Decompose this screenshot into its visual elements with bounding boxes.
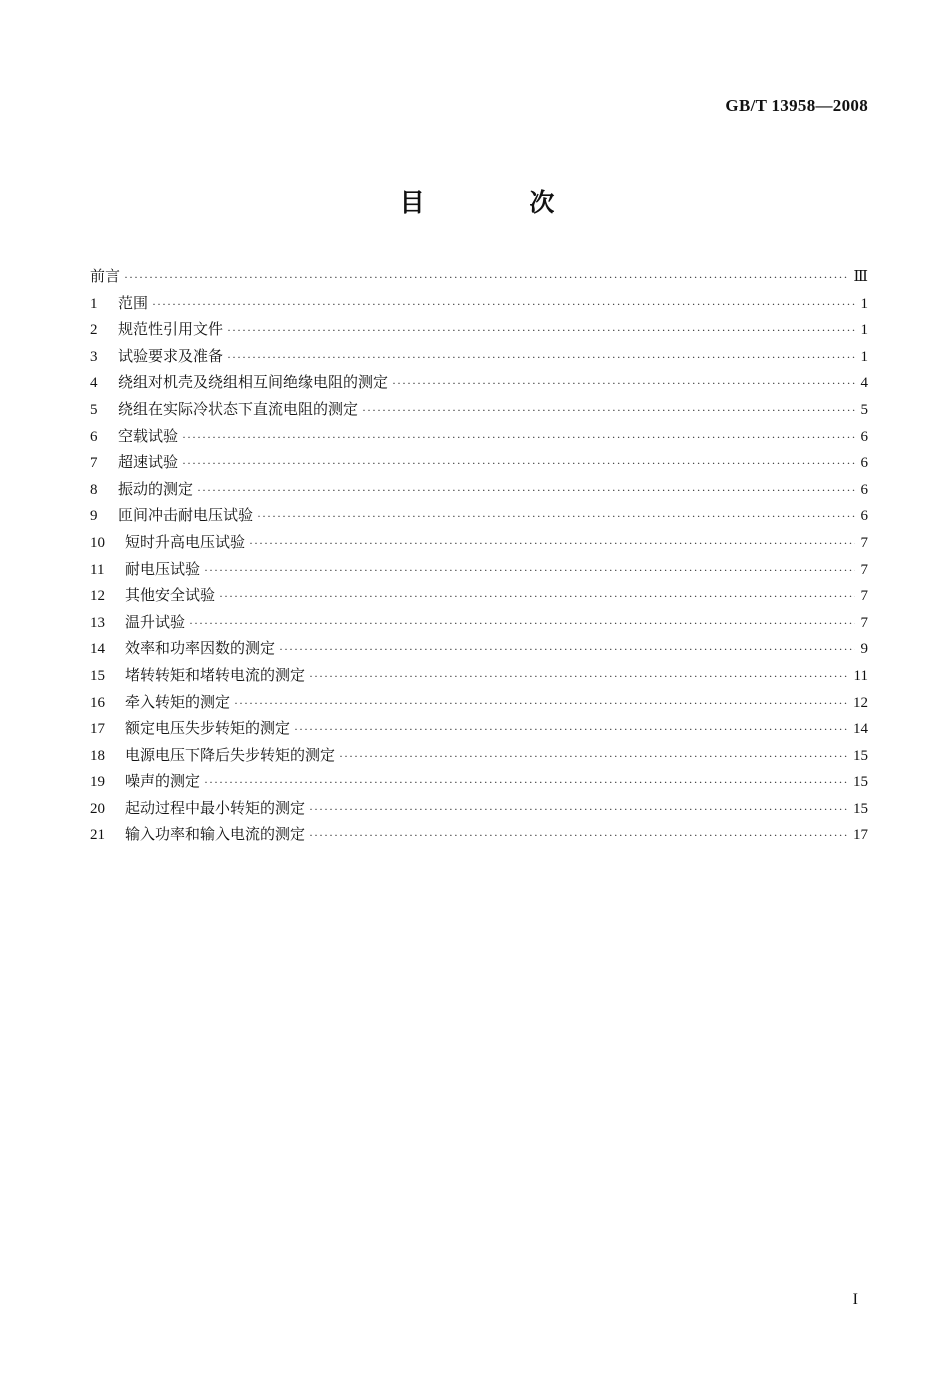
toc-entry-page: Ⅲ [853,269,868,285]
toc-leader-dots [234,690,847,717]
toc-entry-title: 振动的测定 [118,479,194,498]
toc-leader-dots [124,264,848,291]
toc-leader-dots [279,636,854,663]
toc-leader-dots [152,291,854,318]
toc-entry-number: 15 [90,667,105,684]
toc-leader-dots [204,769,847,796]
standard-code: GB/T 13958—2008 [725,96,868,115]
toc-entry-page: 11 [853,667,868,684]
toc-entry-6[interactable] [90,423,868,450]
toc-entry-number: 16 [90,694,105,711]
toc-entry-title: 效率和功率因数的测定 [125,639,276,658]
toc-entry-18[interactable] [90,742,868,769]
toc-leader-dots [227,344,854,371]
toc-entry-title: 起动过程中最小转矩的测定 [125,798,306,817]
toc-entry-title: 耐电压试验 [125,559,201,578]
toc-entry-page: 15 [853,747,868,764]
toc-entry-number: 21 [90,827,105,844]
toc-entry-19[interactable] [90,768,868,795]
toc-entry-title: 输入功率和输入电流的测定 [125,825,306,844]
toc-leader-dots [204,557,854,584]
toc-entry-page: 6 [860,508,868,525]
toc-entry-number: 11 [90,561,105,578]
toc-entry-2[interactable] [90,316,868,343]
toc-title: 目 次 [399,188,603,217]
toc-leader-dots [362,397,854,424]
toc-entry-number: 10 [90,534,105,551]
toc-entry-7[interactable] [90,449,868,476]
toc-entry-title: 堵转转矩和堵转电流的测定 [125,665,306,684]
toc-entry-number: 4 [90,375,98,392]
toc-entry-title: 额定电压失步转矩的测定 [125,719,291,738]
toc-entry-14[interactable] [90,635,868,662]
toc-entry-page: 15 [853,774,868,791]
toc-entry-page: 6 [860,455,868,472]
toc-leader-dots [182,450,854,477]
toc-entry-12[interactable] [90,582,868,609]
toc-entry-number: 2 [90,322,98,339]
toc-entry-title: 绕组对机壳及绕组相互间绝缘电阻的测定 [118,373,389,392]
page-number: I [852,1291,858,1308]
toc-leader-dots [249,530,854,557]
toc-entry-number: 13 [90,614,105,631]
toc-entry-title: 规范性引用文件 [118,320,224,339]
toc-leader-dots [189,610,854,637]
toc-entry-title: 温升试验 [125,612,186,631]
toc-entry-page: 7 [860,588,868,605]
toc-entry-title: 其他安全试验 [125,586,216,605]
toc-entry-title: 试验要求及准备 [118,346,224,365]
toc-entry-page: 6 [860,481,868,498]
toc-leader-dots [309,663,848,690]
toc-entry-number: 6 [90,428,98,445]
toc-entry-page: 6 [860,428,868,445]
toc-entry-foreword[interactable] [90,263,868,290]
toc-entry-13[interactable] [90,609,868,636]
toc-leader-dots [294,716,847,743]
toc-entry-number: 19 [90,774,105,791]
toc-entry-8[interactable] [90,476,868,503]
toc-entry-9[interactable] [90,502,868,529]
toc-entry-page: 1 [860,295,868,312]
table-of-contents [90,263,868,848]
toc-entry-21[interactable] [90,821,868,848]
toc-entry-title: 电源电压下降后失步转矩的测定 [125,745,336,764]
toc-entry-title: 牵入转矩的测定 [125,692,231,711]
toc-leader-dots [219,583,854,610]
toc-entry-title: 噪声的测定 [125,772,201,791]
toc-entry-number: 12 [90,588,105,605]
toc-entry-number: 1 [90,295,98,312]
toc-entry-page: 5 [860,401,868,418]
toc-entry-4[interactable] [90,369,868,396]
toc-entry-page: 4 [860,375,868,392]
toc-entry-number: 14 [90,641,105,658]
toc-entry-page: 9 [860,641,868,658]
toc-entry-3[interactable] [90,343,868,370]
toc-leader-dots [392,370,854,397]
toc-entry-number: 3 [90,348,98,365]
toc-leader-dots [309,822,847,849]
toc-entry-title: 范围 [118,293,149,312]
toc-entry-page: 14 [853,721,868,738]
toc-entry-number: 8 [90,481,98,498]
toc-entry-title: 短时升高电压试验 [125,532,246,551]
toc-entry-page: 12 [853,694,868,711]
toc-entry-page: 1 [860,348,868,365]
toc-entry-page: 17 [853,827,868,844]
toc-leader-dots [197,477,854,504]
toc-entry-17[interactable] [90,715,868,742]
toc-leader-dots [339,743,847,770]
toc-entry-title: 匝间冲击耐电压试验 [118,506,254,525]
toc-entry-1[interactable] [90,290,868,317]
toc-entry-20[interactable] [90,795,868,822]
toc-entry-number: 17 [90,721,105,738]
toc-leader-dots [227,317,854,344]
toc-leader-dots [309,796,847,823]
toc-entry-page: 7 [860,614,868,631]
toc-entry-11[interactable] [90,556,868,583]
toc-entry-page: 15 [853,800,868,817]
toc-entry-number: 5 [90,401,98,418]
toc-entry-number: 18 [90,747,105,764]
toc-entry-page: 1 [860,322,868,339]
toc-entry-number: 20 [90,800,105,817]
toc-entry-5[interactable] [90,396,868,423]
toc-entry-title: 空载试验 [118,426,179,445]
toc-entry-10[interactable] [90,529,868,556]
toc-entry-title: 前言 [90,267,121,285]
toc-entry-15[interactable] [90,662,868,689]
toc-entry-title: 绕组在实际冷状态下直流电阻的测定 [118,399,359,418]
toc-entry-number: 7 [90,455,98,472]
toc-leader-dots [257,503,854,530]
toc-entry-number: 9 [90,508,98,525]
toc-leader-dots [182,424,854,451]
toc-entry-16[interactable] [90,689,868,716]
toc-entry-title: 超速试验 [118,453,179,472]
toc-entry-page: 7 [860,534,868,551]
toc-entry-page: 7 [860,561,868,578]
